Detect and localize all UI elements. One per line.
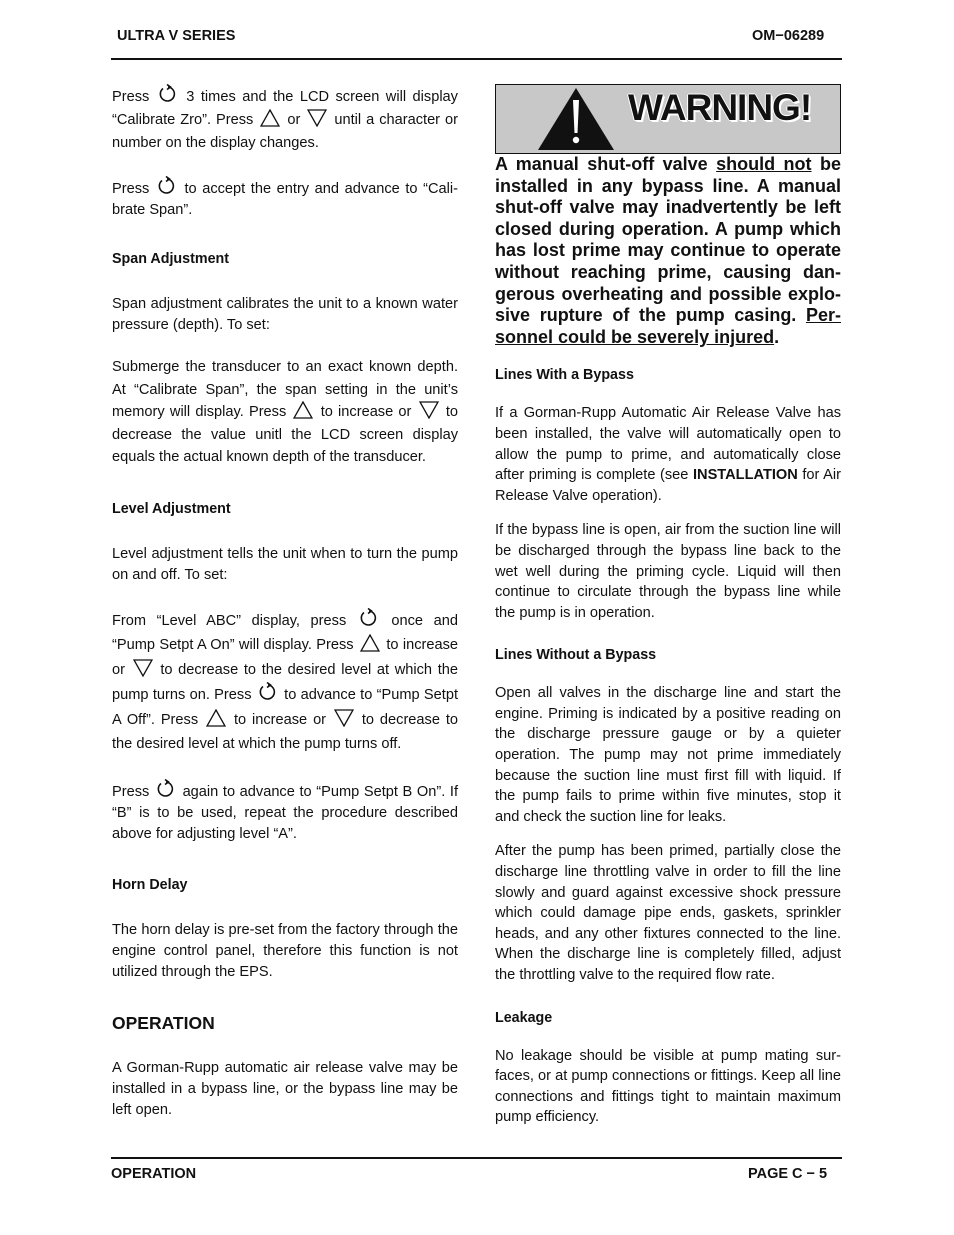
warning-text: A manual shut-off valve should not be installed in any bypass line. A manual shut-off valve may inadvertently be left closed during operation. A pump which has lost prime may continue to operate without reaching prime, causing dangerous overheating and possible explosive rupture of the pump casing. Personnel could be severely injured. bbox=[495, 154, 841, 347]
section-heading-leakage: Leakage bbox=[495, 1009, 553, 1026]
down-triangle-icon bbox=[334, 709, 354, 727]
section-heading-level-adjustment: Level Adjustment bbox=[112, 500, 231, 517]
paragraph: A Gorman-Rupp automatic air release valve may be installed in a bypass line, or the bypass line may be left open. bbox=[112, 1059, 458, 1118]
paragraph: If the bypass line is open, air from the suction line will be discharged through the bypass line back to the wet well during the priming cycle. Liquid will then continue to circulate through the bypass line while the pump is in operation. bbox=[495, 522, 841, 621]
paragraph: No leakage should be visible at pump mating surfaces, or at pump connections or fittings. Keep all line connections and fittings tight to maintain maximum pump efficiency. bbox=[495, 1047, 841, 1126]
cycle-arrow-icon bbox=[156, 779, 176, 799]
paragraph: Submerge the transducer to an exact known depth. At “Calibrate Span”, the span setting in the unit’s memory will display. Press to increase or to decrease the value unitl the LCD screen display equals the actual known depth of the transducer. bbox=[112, 359, 458, 465]
cycle-arrow-icon bbox=[158, 84, 178, 104]
footer-rule bbox=[111, 1157, 842, 1159]
up-triangle-icon bbox=[293, 401, 313, 419]
section-heading-lines-with-bypass: Lines With a Bypass bbox=[495, 367, 634, 384]
right-column bbox=[495, 84, 841, 1128]
running-header-right: OM−06289 bbox=[752, 28, 825, 44]
down-triangle-icon bbox=[307, 109, 327, 127]
section-heading-span-adjustment: Span Adjustment bbox=[112, 251, 230, 267]
cycle-arrow-icon bbox=[359, 608, 379, 628]
header-rule bbox=[111, 58, 842, 60]
section-heading-horn-delay: Horn Delay bbox=[112, 876, 188, 893]
cycle-arrow-icon bbox=[258, 682, 278, 702]
paragraph: Span adjustment calibrates the unit to a known water pressure (depth). To set: bbox=[112, 296, 458, 333]
paragraph: From “Level ABC” display, press once and “Pump Setpt A On” will display. Press to increase or to decrease to the desired level at which the pump turns on. Press to advance to “Pump Setpt A Off”. Press to increase or to decrease to the desired level at which the pump turns off. bbox=[112, 608, 458, 757]
paragraph: Level adjustment tells the unit when to turn the pump on and off. To set: bbox=[112, 545, 458, 583]
warning-triangle-icon bbox=[536, 86, 616, 159]
section-heading-operation: OPERATION bbox=[112, 1012, 215, 1033]
paragraph: Open all valves in the discharge line and start the engine. Priming is indicated by a positive reading on the discharge pressure gauge or by a quieter operation. The pump may not prime immediately because the suction line must first fill with liquid. If the pump fails to prime within five minutes, stop it and check the suction line for leaks. bbox=[495, 685, 841, 825]
paragraph: The horn delay is pre-set from the factory through the engine control panel, therefore this function is not utilized through the EPS. bbox=[112, 921, 458, 980]
up-triangle-icon bbox=[260, 109, 280, 127]
up-triangle-icon bbox=[206, 709, 226, 727]
paragraph: After the pump has been primed, partially close the discharge line throttling valve in order to fill the line slowly and guard against excessive shock pressure which could damage pipe ends, gaskets, sprinkler heads, and any other fixtures connected to the line. When the discharge line is completely filled, adjust the throttling valve to the required flow rate. bbox=[495, 843, 841, 983]
up-triangle-icon bbox=[360, 634, 380, 652]
paragraph: If a Gorman-Rupp Automatic Air Release Valve has been installed, the valve will automatically open to allow the pump to prime, and automatically close after priming is complete (see INSTALLATION for Air Release Valve operation). bbox=[495, 405, 841, 504]
section-heading-lines-without-bypass: Lines Without a Bypass bbox=[495, 647, 657, 664]
cycle-arrow-icon bbox=[157, 176, 177, 196]
left-column bbox=[112, 84, 458, 1121]
warning-label: WARNING! bbox=[628, 87, 812, 128]
paragraph: Press again to advance to “Pump Setpt B On”. If “B” is to be used, repeat the procedure described above for adjusting level “A”. bbox=[112, 779, 458, 845]
warning-banner bbox=[495, 84, 841, 154]
paragraph: Press to accept the entry and advance to “Calibrate Span”. bbox=[112, 176, 458, 221]
down-triangle-icon bbox=[133, 659, 153, 677]
paragraph: Press 3 times and the LCD screen will display “Calibrate Zro”. Press or until a character or number on the display changes. bbox=[112, 84, 458, 155]
running-footer-left: OPERATION bbox=[111, 1166, 197, 1182]
page-number: PAGE C − 5 bbox=[748, 1166, 828, 1182]
running-header-left: ULTRA V SERIES bbox=[117, 28, 236, 44]
down-triangle-icon bbox=[419, 401, 439, 419]
